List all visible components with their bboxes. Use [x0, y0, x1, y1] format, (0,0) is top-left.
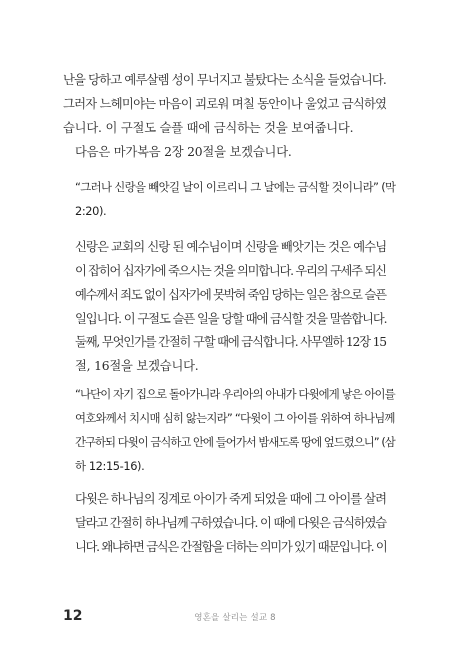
quote-line: 하 12:15-16). [75, 459, 145, 473]
text-line: 이 잡히어 십자가에 죽으시는 것을 의미합니다. 우리의 구세주 되신 [75, 264, 386, 278]
text-line: 예수께서 죄도 없이 십자가에 못박혀 죽임 당하는 일은 참으로 슬픈 [75, 288, 386, 302]
paragraph-3 [63, 235, 386, 331]
quote-line: 여호와께서 치시매 심히 앓는지라” “다윗이 그 아이를 위하여 하나님께 [75, 411, 395, 425]
scripture-quote-1 [75, 175, 395, 223]
paragraph-1 [63, 68, 386, 140]
text-line: 다윗은 하나님의 징계로 아이가 죽게 되었을 때에 그 아이를 살려 [75, 492, 387, 506]
text-line: 신랑은 교회의 신랑 된 예수님이며 신랑을 빼앗기는 것은 예수님 [75, 240, 387, 254]
paragraph-2 [63, 140, 386, 164]
text-line: 습니다. 이 구절도 슬플 때에 금식하는 것을 보여줍니다. [63, 121, 354, 135]
text-line: 달라고 간절히 하나님께 구하였습니다. 이 때에 다윗은 금식하였습 [75, 516, 386, 530]
quote-line: “그러나 신랑을 빼앗길 날이 이르리니 그 날에는 금식할 것이니라” (막 [75, 180, 396, 194]
quote-line: 간구하되 다윗이 금식하고 안에 들어가서 밤새도록 땅에 엎드렸으니” (삼 [75, 435, 395, 449]
text-line: 다음은 마가복음 2장 20절을 보겠습니다. [75, 145, 292, 159]
paragraph-4 [63, 330, 386, 378]
quote-line: 2:20). [75, 204, 107, 218]
text-line: 둘째, 무엇인가를 간절히 구할 때에 금식합니다. 사무엘하 12장 15 [75, 335, 386, 349]
text-line: 니다. 왜냐하면 금식은 간절함을 더하는 의미가 있기 때문입니다. 이 [75, 540, 387, 554]
text-line: 절, 16절을 보겠습니다. [75, 359, 199, 373]
paragraph-5 [63, 487, 386, 559]
quote-line: “나단이 자기 집으로 돌아가니라 우리아의 아내가 다윗에게 낳은 아이를 [75, 387, 395, 401]
page-number: 12 [63, 608, 83, 624]
text-line: 일입니다. 이 구절도 슬픈 일을 당할 때에 금식할 것을 말씀합니다. [75, 312, 387, 326]
running-footer-title: 영혼을 살리는 설교 8 [194, 613, 276, 623]
text-line: 그러자 느헤미야는 마음이 괴로워 며칠 동안이나 울었고 금식하였 [63, 97, 387, 111]
text-line: 난을 당하고 예루살렘 성이 무너지고 불탔다는 소식을 들었습니다. [63, 73, 386, 87]
scripture-quote-2 [75, 382, 395, 478]
